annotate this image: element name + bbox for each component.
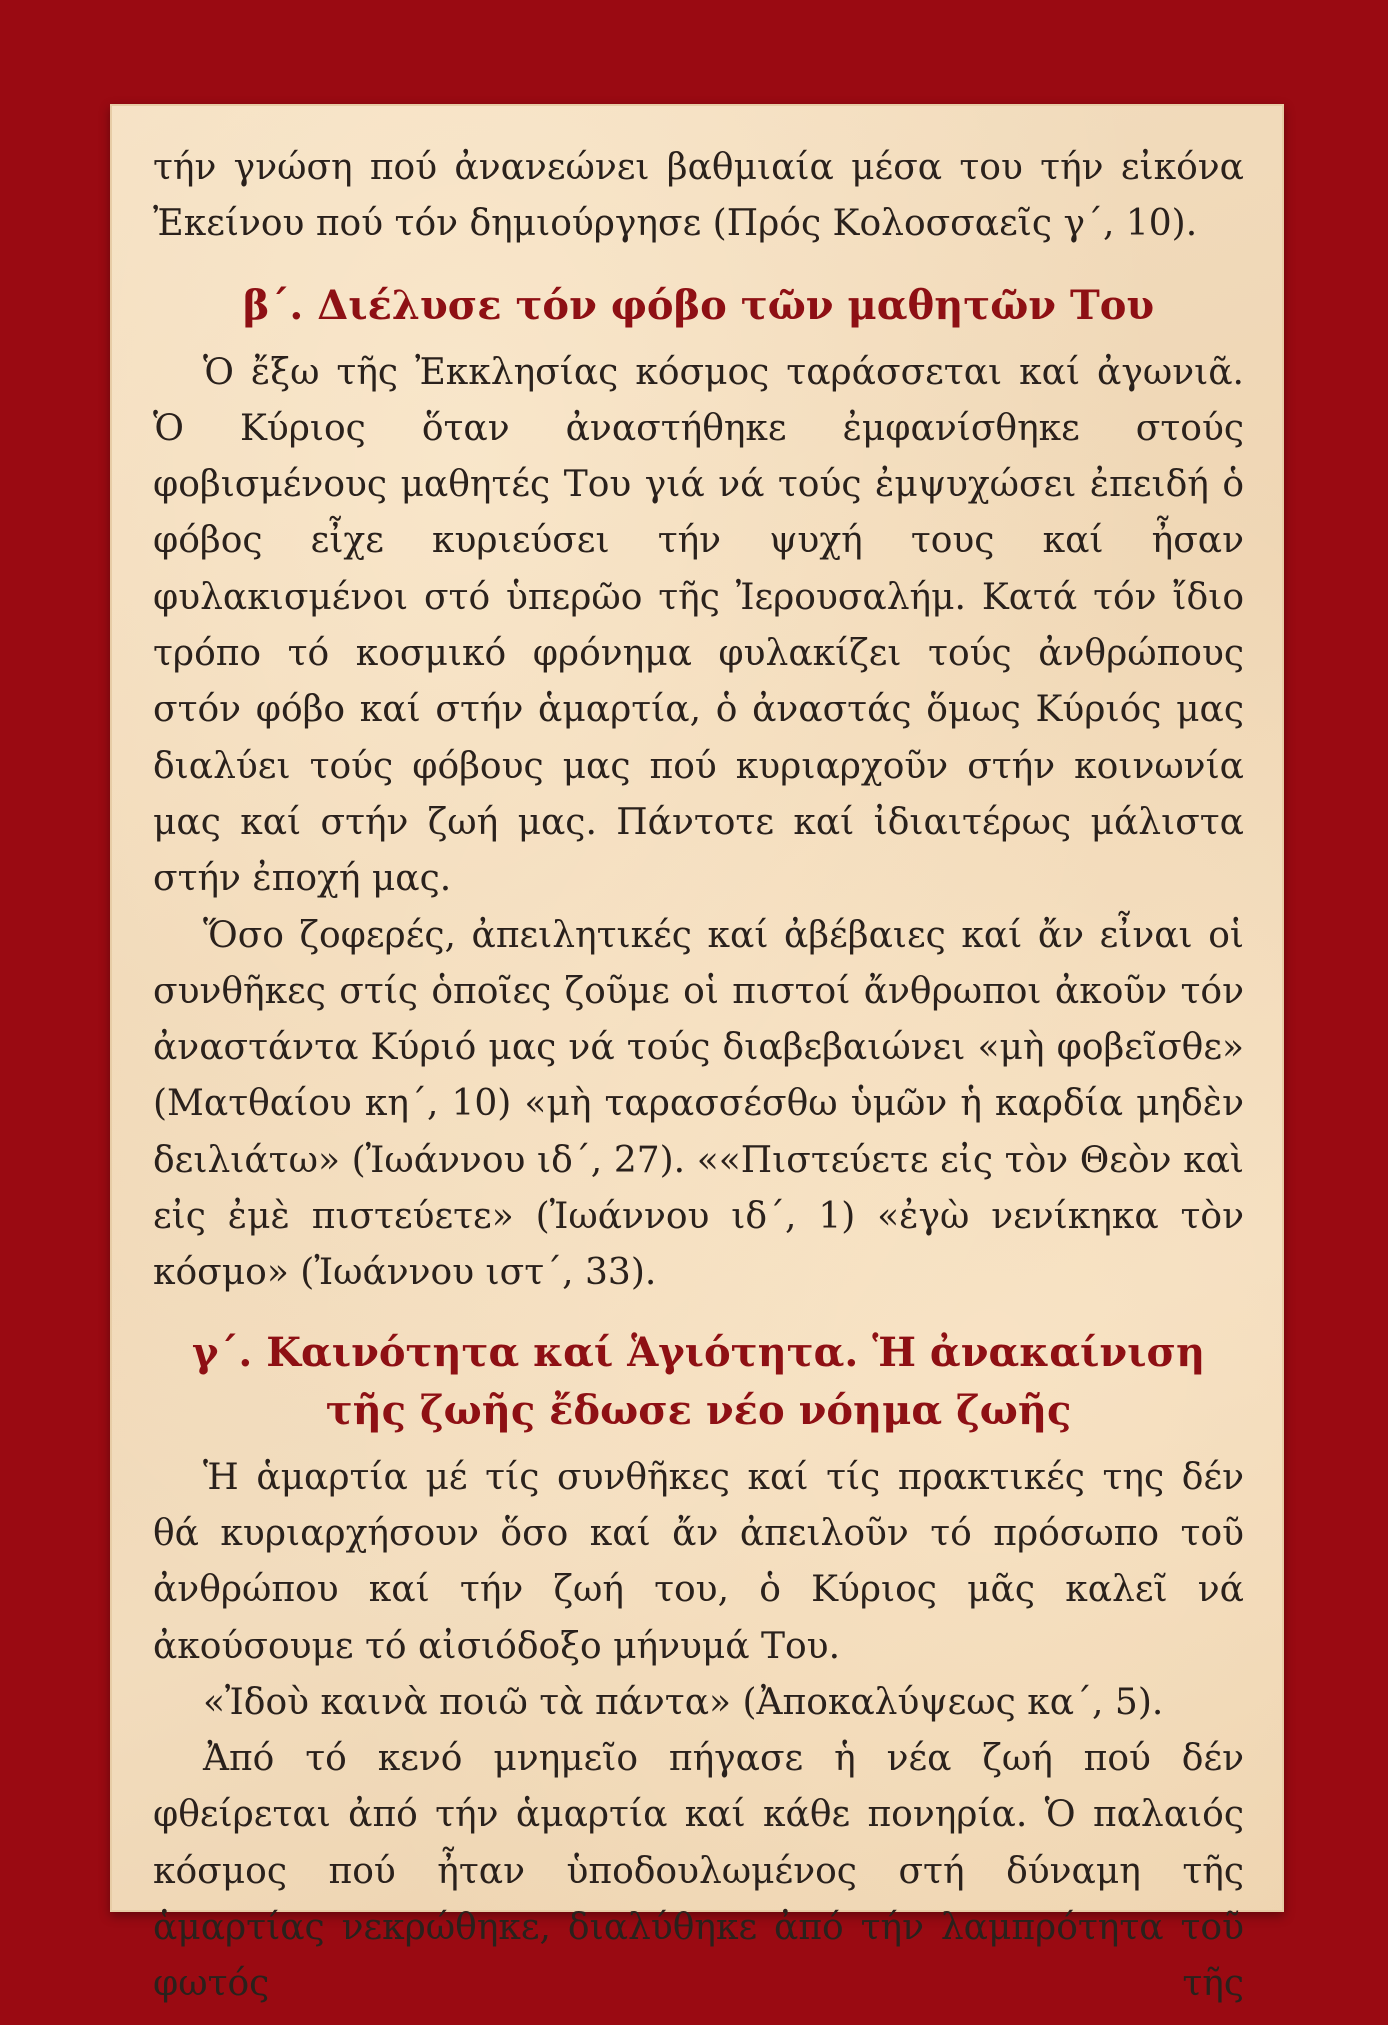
section-heading-b: β΄. Διέλυσε τόν φόβο τῶν μαθητῶν Του xyxy=(242,281,1155,329)
body-text xyxy=(153,140,1244,2013)
intro-paragraph: τήν γνώση πού ἀνανεώνει βαθμιαία μέσα του τήν εἰκόνα Ἐκείνου πού τόν δημιούργησε (Πρός Κολοσσαεῖς γ΄, 10). xyxy=(153,147,1244,245)
paragraph-b1: Ὁ ἔξω τῆς Ἐκκλησίας κόσμος ταράσσεται καί ἀγωνιᾶ. Ὁ Κύριος ὅταν ἀναστήθηκε ἐμφανίσθηκε στούς φοβισμένους μαθητές Του γιά νά τούς ἐμψυχώσει ἐπειδή ὁ φόβος εἶχε κυριεύσει τήν ψυχή τους καί ἦσαν φυλακισμένοι στό ὑπερῶο τῆς Ἰερουσαλήμ. Κατά τόν ἴδιο τρόπο τό κοσμικό φρόνημα φυλακίζει τούς ἀνθρώπους στόν φόβο καί στήν ἁμαρτία, ὁ ἀναστάς ὅμως Κύριός μας διαλύει τούς φόβους μας πού κυριαρχοῦν στήν κοινωνία μας καί στήν ζωή μας. Πάντοτε καί ἰδιαιτέρως μάλιστα στήν ἐποχή μας. xyxy=(153,351,1244,900)
paragraph-b2: Ὅσο ζοφερές, ἀπειλητικές καί ἀβέβαιες καί ἄν εἶναι οἱ συνθῆκες στίς ὁποῖες ζοῦμε οἱ πιστοί ἄνθρωποι ἀκοῦν τόν ἀναστάντα Κύριό μας νά τούς διαβεβαιώνει «μὴ φοβεῖσθε» (Ματθαίου κη΄, 10) «μὴ ταρασσέσθω ὑμῶν ἡ καρδία μηδὲν δειλιάτω» (Ἰωάννου ιδ΄, 27). ««Πιστεύετε εἰς τὸν Θεὸν καὶ εἰς ἐμὲ πιστεύετε» (Ἰωάννου ιδ΄, 1) «ἐγὼ νενίκηκα τὸν κόσμο» (Ἰωάννου ιστ΄, 33). xyxy=(153,914,1244,1294)
section-heading-c: γ΄. Καινότητα καί Ἁγιότητα. Ἡ ἀνακαίνιση τῆς ζωῆς ἔδωσε νέο νόημα ζωῆς xyxy=(191,1328,1206,1434)
paragraph-c1: Ἡ ἁμαρτία μέ τίς συνθῆκες καί τίς πρακτικές της δέν θά κυριαρχήσουν ὅσο καί ἄν ἀπειλοῦν τό πρόσωπο τοῦ ἀνθρώπου καί τήν ζωή του, ὁ Κύριος μᾶς καλεῖ νά ἀκούσουμε τό αἰσιόδοξο μήνυμά Του. xyxy=(153,1456,1244,1667)
paragraph-c2: «Ἰδοὺ καινὰ ποιῶ τὰ πάντα» (Ἀποκαλύψεως κα΄, 5). xyxy=(203,1681,1164,1723)
page-panel xyxy=(110,104,1284,2005)
paragraph-c3: Ἀπό τό κενό μνημεῖο πήγασε ἡ νέα ζωή πού δέν φθείρεται ἀπό τήν ἁμαρτία καί κάθε πονηρία. Ὁ παλαιός κόσμος πού ἦταν ὑποδουλωμένος στή δύναμη τῆς ἁμαρτίας νεκρώθηκε, διαλύθηκε ἀπό τήν λαμπρότητα τοῦ φωτός τῆς xyxy=(153,1738,1244,2005)
